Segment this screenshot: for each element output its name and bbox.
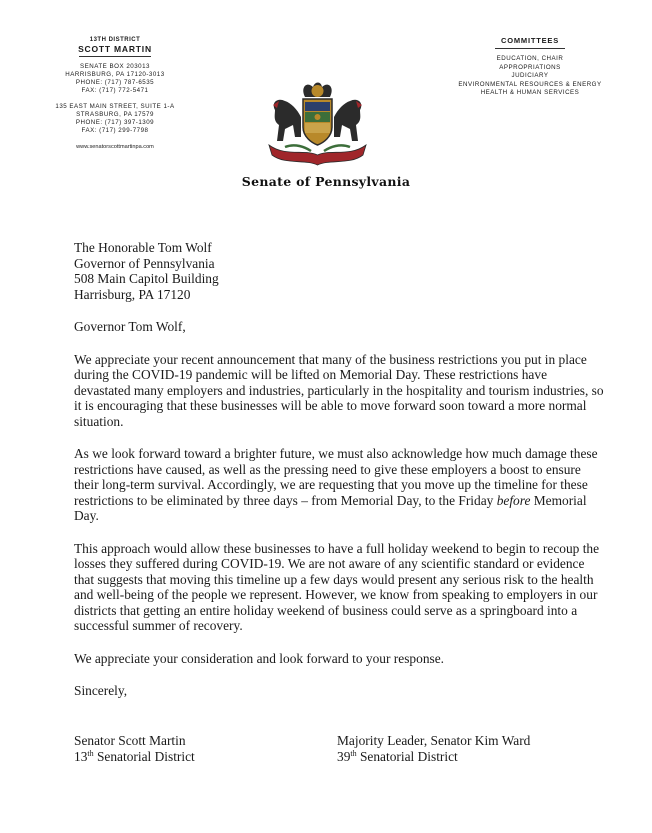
office-line: STRASBURG, PA 17579 [76,111,154,118]
strasburg-office [40,103,190,135]
office-line: FAX: (717) 772-5471 [81,87,149,94]
paragraph-2-text: As we look forward toward a brighter future, we must also acknowledge how much damage these restrictions have caused, as well as the pressing need to give these employers a boost to ensure their long-term survival. Accordingly, we are requesting that you move up the timeline for these restrictions to be eliminated by three days – from Memorial Day, to the Friday [74,446,598,508]
senator-contact-block [40,36,190,151]
address-line: Governor of Pennsylvania [74,255,215,271]
signer-district [74,749,195,765]
signer-name: Senator Scott Martin [74,733,186,748]
office-line: SENATE BOX 203013 [80,63,150,70]
divider [79,56,151,57]
paragraph-1: We appreciate your recent announcement that many of the business restrictions you put in place during the COVID-19 pandemic will be lifted on Memorial Day. These restrictions have devastated many employers and industries, particularly in the hospitality and tourism industries, so it is encouraging that these businesses will be able to move forward soon toward a more normal situation. [74,351,604,429]
committees-title: COMMITTEES [501,36,559,45]
pennsylvania-seal-icon [255,75,380,175]
senator-name: SCOTT MARTIN [78,44,152,54]
paragraph-3: This approach would allow these businesses to have a full holiday weekend to begin to recoup the losses they suffered during COVID-19. We are not aware of any scientific standard or evidence that suggests that moving this timeline up a few days would present any serious risk to the health and well-being of the people we represent. However, we know from speaking to employers in our districts that getting an entire holiday weekend of business could serve as a springboard into a successful summer of recovery. [74,540,600,633]
website-text: www.senatorscottmartinpa.com [76,144,154,150]
salutation: Governor Tom Wolf, [74,319,186,334]
district-number: 39 [337,749,351,764]
committee-item: EDUCATION, CHAIR [496,55,564,62]
office-line: FAX: (717) 299-7798 [81,127,149,134]
committees-block [455,36,605,98]
district-text: Senatorial District [93,749,195,764]
signature-left [74,733,195,765]
district-suffix: th [350,749,357,758]
harrisburg-office [40,63,190,95]
paragraph-2-end: Memorial Day. [74,492,587,523]
address-line: 508 Main Capitol Building [74,271,219,286]
office-line: PHONE: (717) 787-6535 [75,79,155,86]
committee-item: APPROPRIATIONS [499,63,561,71]
district-label: 13TH DISTRICT [89,37,141,43]
letter-body [74,240,604,699]
address-line: The Honorable Tom Wolf [74,240,212,255]
district-number: 13 [74,749,88,764]
closing: Sincerely, [74,683,128,698]
address-line: Harrisburg, PA 17120 [74,286,191,302]
district-text: Senatorial District [356,749,458,764]
recipient-address [74,240,604,302]
signature-right [337,733,530,765]
office-line: PHONE: (717) 397-1309 [75,119,155,126]
committee-item: JUDICIARY [511,72,549,80]
senate-title: Senate of Pennsylvania [241,174,411,189]
divider [495,48,565,49]
signer-name: Majority Leader, Senator Kim Ward [337,733,531,748]
emphasis-before: before [496,492,531,508]
committee-item: HEALTH & HUMAN SERVICES [480,89,580,97]
office-line: HARRISBURG, PA 17120-3013 [65,71,165,78]
district-suffix: th [87,749,94,758]
committee-item: ENVIRONMENTAL RESOURCES & ENERGY [458,80,602,88]
paragraph-4: We appreciate your consideration and look forward to your response. [74,650,445,666]
signer-district [337,749,530,765]
office-line: 135 EAST MAIN STREET, SUITE 1-A [55,103,175,110]
paragraph-2 [74,446,604,524]
